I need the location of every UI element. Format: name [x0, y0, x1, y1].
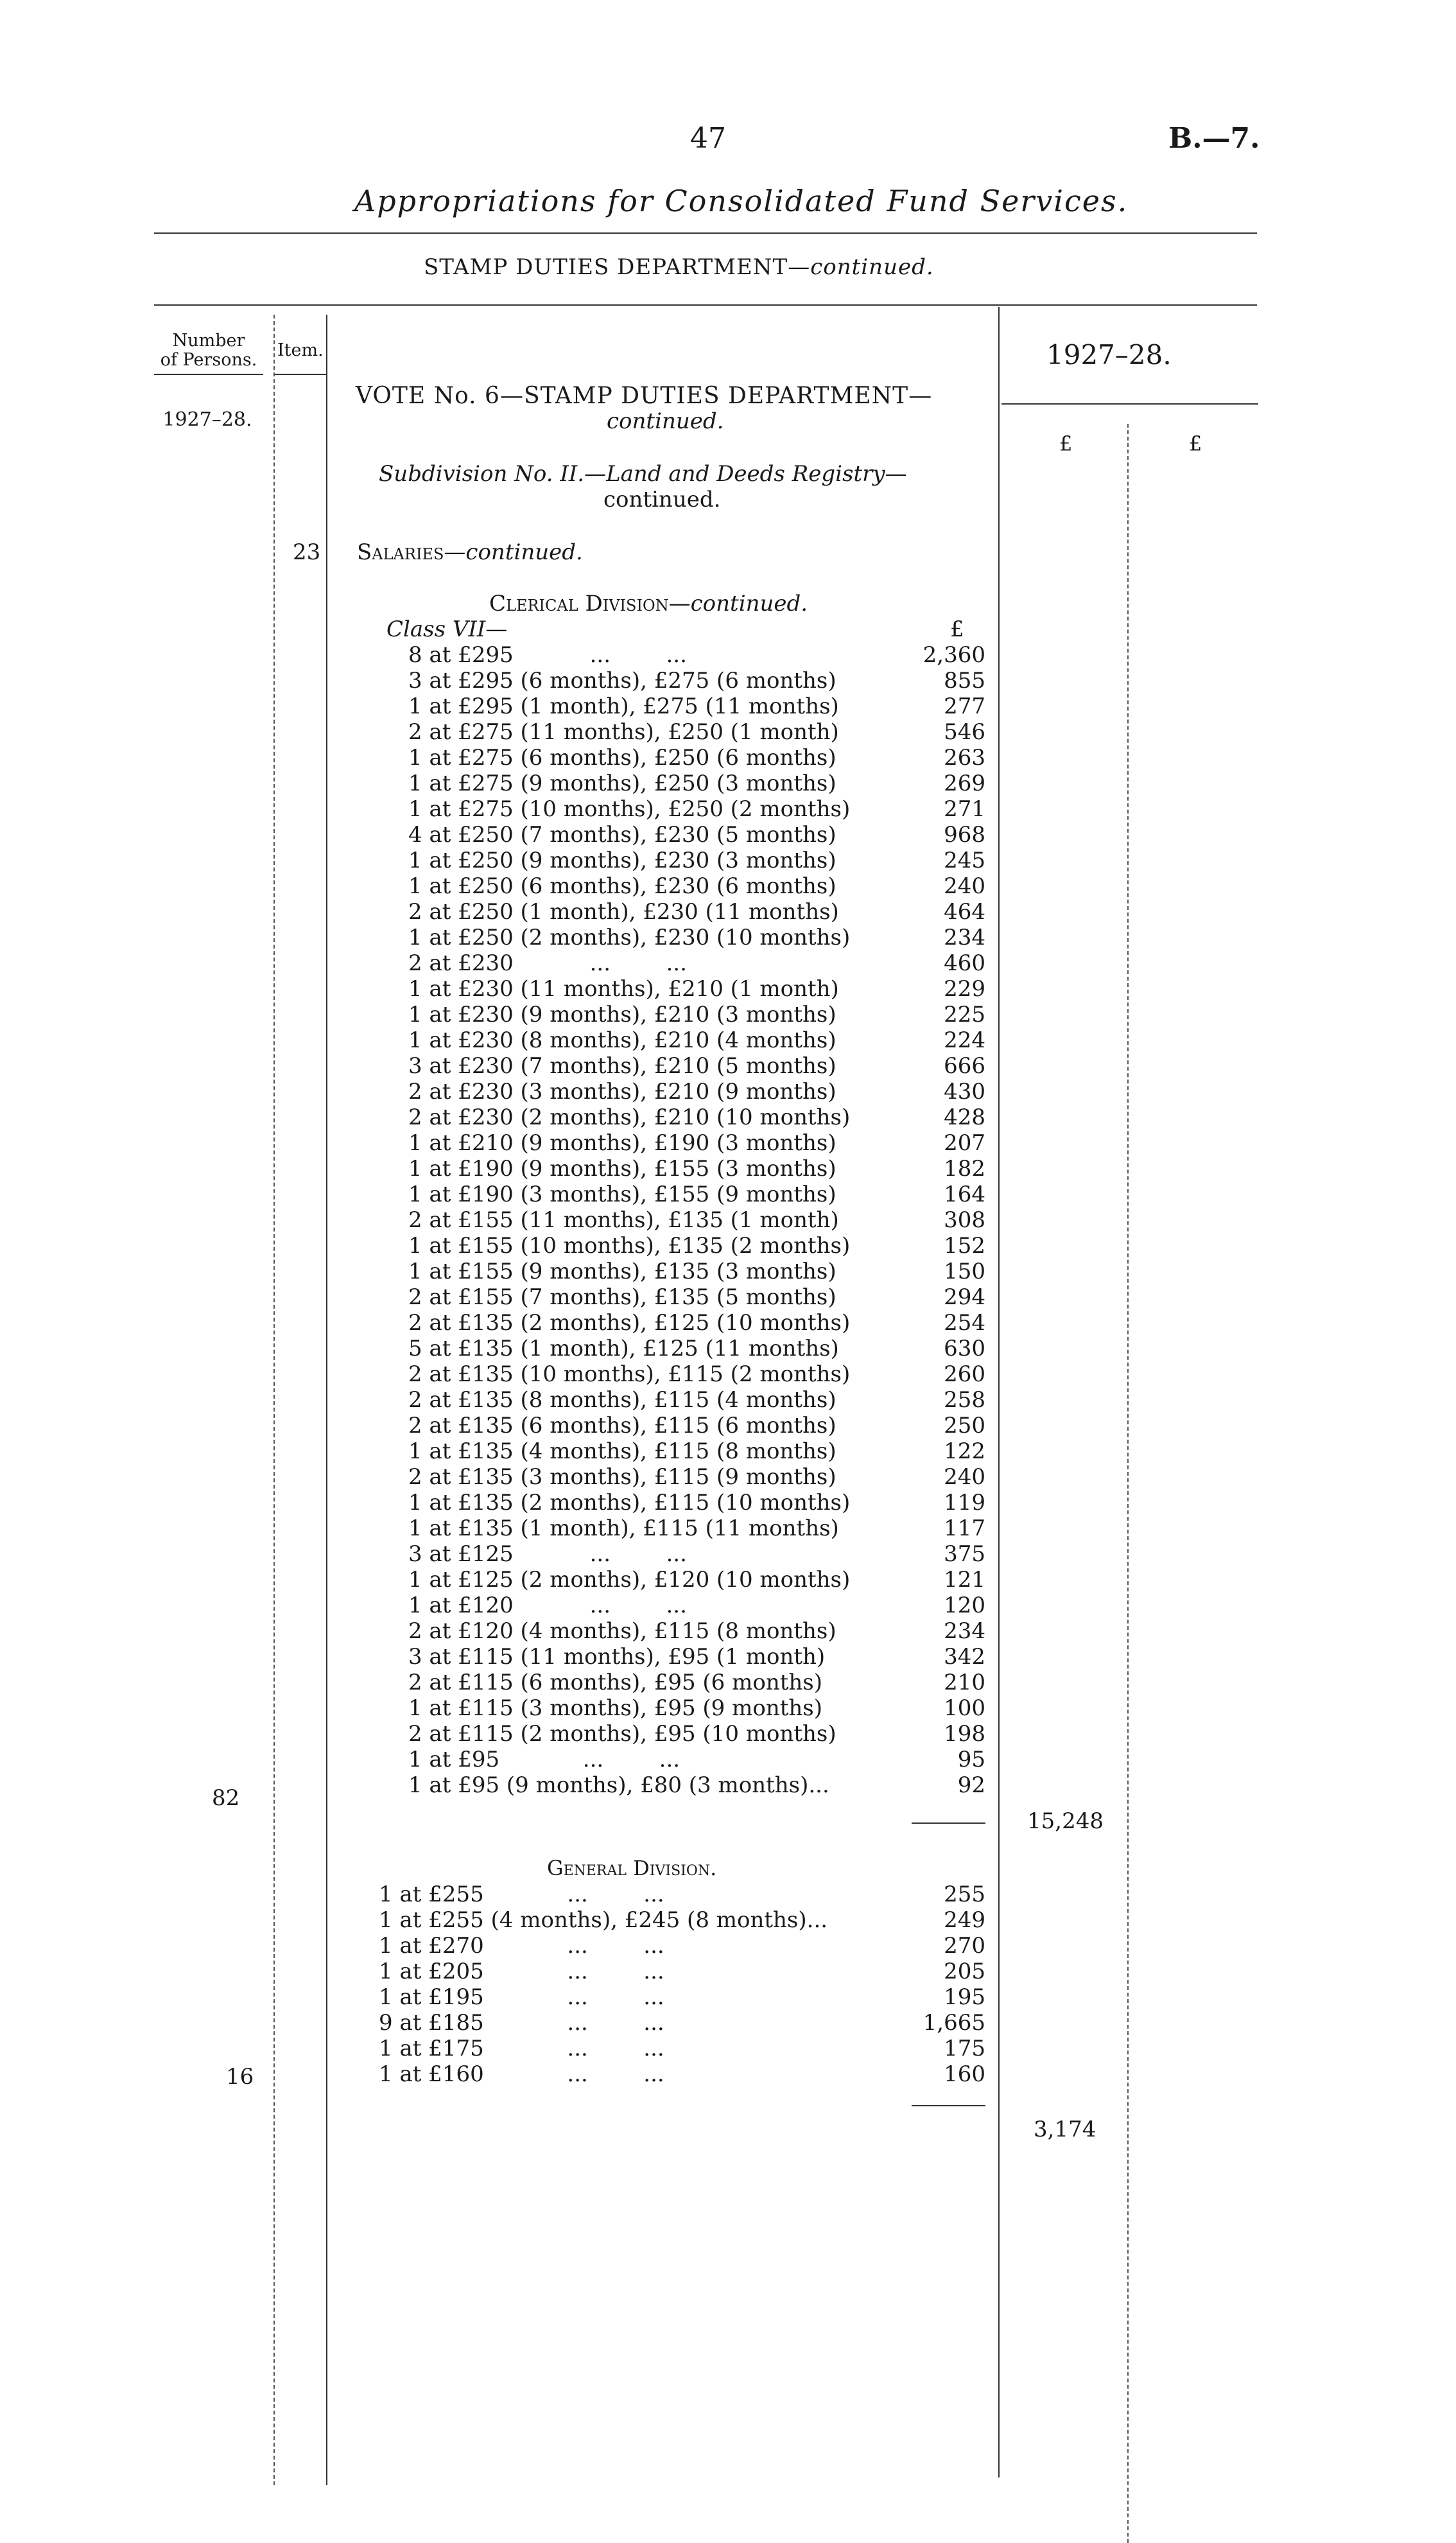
line-item-amount: 119	[944, 1490, 985, 1516]
line-item-row	[0, 1984, 1456, 2010]
line-item-amount: 240	[944, 873, 985, 899]
line-item-description: 1 at £250 (6 months), £230 (6 months)	[408, 873, 836, 899]
line-item-amount: 630	[944, 1336, 985, 1361]
line-item-amount: 240	[944, 1464, 985, 1490]
department-continued: continued.	[810, 254, 934, 280]
line-item-amount: 245	[944, 848, 985, 873]
line-item-row	[0, 1130, 1456, 1156]
line-item-amount: 234	[944, 925, 985, 950]
line-item-amount: 260	[944, 1361, 985, 1387]
line-item-description: 1 at £160 ... ...	[379, 2061, 664, 2087]
line-item-description: 2 at £155 (7 months), £135 (5 months)	[408, 1284, 836, 1310]
line-item-amount: 229	[944, 976, 985, 1002]
line-item-description: 2 at £230 (2 months), £210 (10 months)	[408, 1105, 851, 1130]
line-item-amount: 464	[944, 899, 985, 925]
line-item-description: 1 at £190 (9 months), £155 (3 months)	[408, 1156, 836, 1182]
line-item-amount: 855	[944, 668, 985, 694]
line-item-row	[0, 1567, 1456, 1593]
salaries-label: Salaries	[357, 539, 444, 565]
line-item-row	[0, 1027, 1456, 1053]
line-item-amount: 100	[944, 1695, 985, 1721]
line-item-amount: 968	[944, 822, 985, 848]
line-item-row	[0, 1336, 1456, 1361]
line-item-description: 1 at £295 (1 month), £275 (11 months)	[408, 694, 839, 719]
general-division-heading: General Division.	[547, 1856, 717, 1880]
line-item-amount: 224	[944, 1027, 985, 1053]
line-item-amount: 270	[944, 1933, 985, 1959]
general-subtotal-rule	[912, 2105, 985, 2106]
line-item-description: 2 at £250 (1 month), £230 (11 months)	[408, 899, 839, 925]
line-item-description: 1 at £135 (4 months), £115 (8 months)	[408, 1438, 836, 1464]
line-item-row	[0, 1413, 1456, 1438]
line-item-row	[0, 1670, 1456, 1695]
line-item-row	[0, 771, 1456, 796]
line-item-row	[0, 668, 1456, 694]
department-heading	[424, 254, 934, 280]
line-item-description: 5 at £135 (1 month), £125 (11 months)	[408, 1336, 839, 1361]
line-item-row	[0, 1747, 1456, 1772]
line-item-row	[0, 1644, 1456, 1670]
line-item-row	[0, 1541, 1456, 1567]
salaries-continued: —continued.	[444, 539, 583, 565]
subdivision-title: Subdivision No. II.—Land and Deeds Registry—	[379, 461, 907, 487]
line-item-row	[0, 1233, 1456, 1259]
line-item-amount: 666	[944, 1053, 985, 1079]
general-total: 3,174	[1034, 2117, 1096, 2142]
year-right-label: 1927–28.	[1046, 339, 1172, 371]
line-item-amount: 294	[944, 1284, 985, 1310]
line-item-amount: 152	[944, 1233, 985, 1259]
line-item-description: 1 at £255 (4 months), £245 (8 months)...	[379, 1907, 828, 1933]
line-item-amount: 375	[944, 1541, 985, 1567]
line-item-description: 1 at £275 (9 months), £250 (3 months)	[408, 771, 836, 796]
clerical-total: 15,248	[1027, 1808, 1104, 1834]
line-item-row	[0, 1490, 1456, 1516]
line-item-description: 2 at £275 (11 months), £250 (1 month)	[408, 719, 839, 745]
line-item-description: 1 at £250 (2 months), £230 (10 months)	[408, 925, 851, 950]
line-item-amount: 92	[957, 1772, 985, 1798]
line-item-description: 3 at £230 (7 months), £210 (5 months)	[408, 1053, 836, 1079]
line-item-amount: 95	[957, 1747, 985, 1772]
line-item-description: 1 at £230 (11 months), £210 (1 month)	[408, 976, 839, 1002]
line-item-amount: 271	[944, 796, 985, 822]
line-item-row	[0, 1618, 1456, 1644]
line-item-amount: 164	[944, 1182, 985, 1207]
line-item-row	[0, 848, 1456, 873]
line-item-description: 1 at £210 (9 months), £190 (3 months)	[408, 1130, 836, 1156]
line-item-description: 1 at £135 (2 months), £115 (10 months)	[408, 1490, 851, 1516]
line-item-description: 1 at £190 (3 months), £155 (9 months)	[408, 1182, 836, 1207]
line-item-amount: 428	[944, 1105, 985, 1130]
line-item-description: 1 at £175 ... ...	[379, 2036, 664, 2061]
line-item-description: 3 at £125 ... ...	[408, 1541, 687, 1567]
line-item-row	[0, 1105, 1456, 1130]
line-item-description: 2 at £135 (10 months), £115 (2 months)	[408, 1361, 851, 1387]
line-item-amount: 430	[944, 1079, 985, 1105]
line-item-amount: 175	[944, 2036, 985, 2061]
line-item-amount: 255	[944, 1882, 985, 1907]
line-item-amount: 308	[944, 1207, 985, 1233]
line-item-row	[0, 1079, 1456, 1105]
line-item-amount: 342	[944, 1644, 985, 1670]
line-item-description: 1 at £270 ... ...	[379, 1933, 664, 1959]
item-number: 23	[293, 539, 321, 565]
page-number: 47	[690, 122, 726, 155]
line-item-description: 1 at £135 (1 month), £115 (11 months)	[408, 1516, 839, 1541]
line-item-description: 1 at £95 ... ...	[408, 1747, 680, 1772]
line-item-description: 4 at £250 (7 months), £230 (5 months)	[408, 822, 836, 848]
line-item-description: 2 at £135 (2 months), £125 (10 months)	[408, 1310, 851, 1336]
line-item-row	[0, 796, 1456, 822]
line-item-description: 1 at £230 (8 months), £210 (4 months)	[408, 1027, 836, 1053]
line-item-description: 1 at £120 ... ...	[408, 1593, 687, 1618]
line-item-amount: 234	[944, 1618, 985, 1644]
persons-header-rule	[154, 374, 263, 375]
line-item-description: 1 at £125 (2 months), £120 (10 months)	[408, 1567, 851, 1593]
line-item-description: 1 at £250 (9 months), £230 (3 months)	[408, 848, 836, 873]
line-item-row	[0, 1207, 1456, 1233]
line-item-description: 2 at £230 ... ...	[408, 950, 687, 976]
line-item-row	[0, 1882, 1456, 1907]
department-name: STAMP DUTIES DEPARTMENT—	[424, 254, 811, 280]
line-item-description: 1 at £155 (9 months), £135 (3 months)	[408, 1259, 836, 1284]
line-item-row	[0, 822, 1456, 848]
line-item-row	[0, 1156, 1456, 1182]
document-reference: B.—7.	[1168, 122, 1260, 155]
line-item-row	[0, 745, 1456, 771]
clerical-division-heading	[489, 591, 808, 616]
line-item-description: 1 at £230 (9 months), £210 (3 months)	[408, 1002, 836, 1027]
line-item-row	[0, 873, 1456, 899]
line-item-amount: 225	[944, 1002, 985, 1027]
line-item-row	[0, 1387, 1456, 1413]
number-of-persons-header: Number of Persons.	[160, 331, 257, 370]
clerical-division-continued: —continued.	[668, 591, 808, 616]
line-item-amount: 250	[944, 1413, 985, 1438]
line-item-description: 3 at £295 (6 months), £275 (6 months)	[408, 668, 836, 694]
line-item-row	[0, 642, 1456, 668]
line-item-row	[0, 2010, 1456, 2036]
vote-continued: continued.	[607, 408, 724, 434]
line-item-row	[0, 950, 1456, 976]
line-item-row	[0, 1284, 1456, 1310]
line-item-amount: 150	[944, 1259, 985, 1284]
line-item-amount: 263	[944, 745, 985, 771]
line-item-row	[0, 1438, 1456, 1464]
year-left-label: 1927–28.	[162, 408, 252, 431]
line-item-amount: 546	[944, 719, 985, 745]
line-item-description: 8 at £295 ... ...	[408, 642, 687, 668]
line-item-description: 2 at £135 (8 months), £115 (4 months)	[408, 1387, 836, 1413]
line-item-amount: 182	[944, 1156, 985, 1182]
line-item-row	[0, 899, 1456, 925]
item-header-rule	[275, 374, 326, 375]
item-header: Item.	[277, 340, 324, 360]
subdivision-continued: continued.	[603, 487, 721, 512]
line-item-row	[0, 1695, 1456, 1721]
line-item-row	[0, 1721, 1456, 1747]
line-item-description: 1 at £255 ... ...	[379, 1882, 664, 1907]
line-item-amount: 122	[944, 1438, 985, 1464]
line-item-amount: 277	[944, 694, 985, 719]
line-item-description: 2 at £115 (6 months), £95 (6 months)	[408, 1670, 823, 1695]
line-item-description: 1 at £205 ... ...	[379, 1959, 664, 1984]
line-item-amount: 254	[944, 1310, 985, 1336]
line-item-description: 1 at £155 (10 months), £135 (2 months)	[408, 1233, 851, 1259]
pound-right-label: £	[1189, 432, 1202, 456]
line-item-row	[0, 976, 1456, 1002]
line-item-row	[0, 719, 1456, 745]
header-rule	[154, 232, 1257, 234]
year-right-rule	[1001, 403, 1258, 405]
line-item-description: 3 at £115 (11 months), £95 (1 month)	[408, 1644, 826, 1670]
line-item-row	[0, 1516, 1456, 1541]
line-item-description: 1 at £275 (6 months), £250 (6 months)	[408, 745, 836, 771]
line-item-amount: 2,360	[923, 642, 985, 668]
line-item-description: 1 at £275 (10 months), £250 (2 months)	[408, 796, 851, 822]
line-item-row	[0, 1959, 1456, 1984]
line-item-description: 1 at £95 (9 months), £80 (3 months)...	[408, 1772, 829, 1798]
line-item-description: 2 at £135 (3 months), £115 (9 months)	[408, 1464, 836, 1490]
line-item-row	[0, 2061, 1456, 2087]
line-item-amount: 205	[944, 1959, 985, 1984]
line-item-row	[0, 925, 1456, 950]
clerical-subtotal-rule	[912, 1822, 985, 1824]
line-item-row	[0, 1259, 1456, 1284]
line-item-row	[0, 1053, 1456, 1079]
line-item-amount: 258	[944, 1387, 985, 1413]
line-item-description: 1 at £195 ... ...	[379, 1984, 664, 2010]
line-item-amount: 117	[944, 1516, 985, 1541]
line-item-amount: 1,665	[923, 2010, 985, 2036]
table-top-rule	[154, 304, 1257, 306]
line-item-amount: 198	[944, 1721, 985, 1747]
line-item-description: 2 at £230 (3 months), £210 (9 months)	[408, 1079, 836, 1105]
line-item-amount: 210	[944, 1670, 985, 1695]
line-item-row	[0, 1310, 1456, 1336]
line-item-description: 2 at £155 (11 months), £135 (1 month)	[408, 1207, 839, 1233]
vote-title: VOTE No. 6—STAMP DUTIES DEPARTMENT—	[356, 383, 933, 409]
line-item-amount: 120	[944, 1593, 985, 1618]
line-item-amount: 160	[944, 2061, 985, 2087]
general-persons-count: 16	[226, 2064, 254, 2090]
line-item-row	[0, 1593, 1456, 1618]
line-item-description: 2 at £120 (4 months), £115 (8 months)	[408, 1618, 836, 1644]
line-item-amount: 121	[944, 1567, 985, 1593]
line-item-row	[0, 1361, 1456, 1387]
line-item-row	[0, 1907, 1456, 1933]
clerical-persons-count: 82	[212, 1785, 240, 1811]
line-item-amount: 460	[944, 950, 985, 976]
line-item-amount: 207	[944, 1130, 985, 1156]
line-item-description: 2 at £115 (2 months), £95 (10 months)	[408, 1721, 836, 1747]
line-item-description: 1 at £115 (3 months), £95 (9 months)	[408, 1695, 823, 1721]
pound-column-header: £	[950, 616, 964, 642]
line-item-amount: 269	[944, 771, 985, 796]
line-item-description: 2 at £135 (6 months), £115 (6 months)	[408, 1413, 836, 1438]
line-item-row	[0, 1464, 1456, 1490]
pound-left-label: £	[1059, 432, 1073, 456]
line-item-row	[0, 1002, 1456, 1027]
line-item-row	[0, 2036, 1456, 2061]
class-label: Class VII—	[386, 616, 508, 642]
salaries-heading	[357, 539, 583, 565]
line-item-row	[0, 1933, 1456, 1959]
line-item-row	[0, 694, 1456, 719]
line-item-amount: 195	[944, 1984, 985, 2010]
page-title: Appropriations for Consolidated Fund Services.	[354, 184, 1129, 218]
line-item-row	[0, 1182, 1456, 1207]
clerical-division-label: Clerical Division	[489, 591, 669, 616]
line-item-amount: 249	[944, 1907, 985, 1933]
line-item-description: 9 at £185 ... ...	[379, 2010, 664, 2036]
